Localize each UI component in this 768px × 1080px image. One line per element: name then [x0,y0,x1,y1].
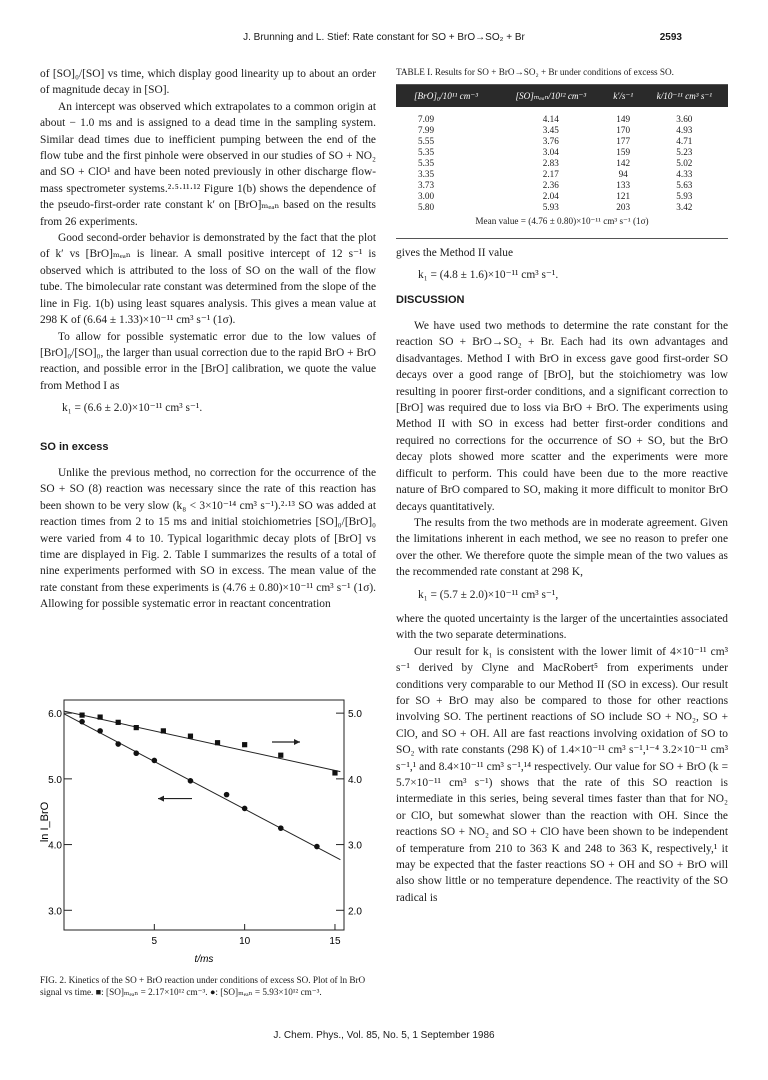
paragraph: where the quoted uncertainty is the larger of the uncertainties associated with the two separate determinations. [396,612,728,642]
table-row [396,158,728,169]
y-left-tick-label: 6.0 [48,709,62,721]
square-data-point [188,734,193,739]
table-cell: 5.80 [418,202,435,213]
table-mean-value: Mean value = (4.76 ± 0.80)×10⁻¹¹ cm³ s⁻¹ (1σ) [475,216,649,227]
table-cell: 2.17 [542,169,559,180]
table-row [396,136,728,147]
y-right-tick-label: 4.0 [348,774,362,786]
section-heading: DISCUSSION [396,293,465,306]
x-tick-label: 15 [329,936,341,947]
table-cell: 4.14 [542,114,559,125]
square-data-point [116,720,121,725]
table-cell: 149 [616,114,631,125]
x-axis-label: t/ms [194,954,214,965]
table-cell: 3.76 [542,136,559,147]
table-cell: 3.60 [676,114,693,125]
table-cell: 159 [616,147,631,158]
table-cell: 7.99 [418,125,435,136]
table-cell: 5.35 [418,147,435,158]
table-cell: 3.73 [418,180,435,191]
y-right-tick-label: 2.0 [348,906,362,918]
equation: k₁ = (5.7 ± 2.0)×10⁻¹¹ cm³ s⁻¹, [418,588,559,601]
equation: k₁ = (6.6 ± 2.0)×10⁻¹¹ cm³ s⁻¹. [62,402,203,415]
table-cell: 142 [616,158,631,169]
circle-data-point [97,728,103,734]
running-title: J. Brunning and L. Stief: Rate constant for SO + BrO→SO₂ + Br [243,32,525,43]
table-cell: 5.93 [676,191,693,202]
table-cell: 3.00 [418,191,435,202]
column-header: k′/s⁻¹ [606,85,641,107]
table-cell: 94 [618,169,628,180]
equation: k₁ = (4.8 ± 1.6)×10⁻¹¹ cm³ s⁻¹. [418,269,559,282]
table-cell: 121 [616,191,631,202]
column-header: [BrO]₀/10¹¹ cm⁻³ [396,85,496,107]
circle-data-point [242,806,248,812]
y-right-tick-label: 3.0 [348,840,362,852]
table-row [396,125,728,136]
table-cell: 5.23 [676,147,693,158]
circle-data-point [278,825,284,831]
left-column [40,66,376,613]
circle-data-point [115,741,121,747]
table-header-row [396,85,728,107]
paragraph: We have used two methods to determine the rate constant for the reaction SO + BrO→SO₂ + Br. Each had its own advantages and disadvantages. Method I with BrO in excess gave good first-order SO decays over a good range of [BrO], but the stoichiometry was low resulting in poorer first-order conditions, and a significant correction to [BrO] was required due to loss via BrO + BrO. The experiments using Method II with SO in excess had better first-order conditions and required no corrections for the occurrence of SO + SO, but the BrO decay plots showed more scatter and the experiments were more difficult to perform. This could have been due to the more reactive nature of BrO compared to SO, making it more difficult to monitor BrO decays quantitatively. [396,320,728,513]
right-column [396,66,728,906]
square-data-point [242,742,247,747]
circle-data-point [79,719,85,725]
table-cell: 3.42 [676,202,693,213]
section-heading: SO in excess [40,440,109,453]
paragraph: The results from the two methods are in moderate agreement. Given the limitations inherent in each method, we see no reason to prefer one over the other. We therefore quote the simple mean of the two values as the recommended rate constant at 298 K, [396,516,728,579]
paragraph: Unlike the previous method, no correction for the occurrence of the SO + SO (8) reaction was necessary since the rate of this reaction has been shown to be very slow (k₈ < 3×10⁻¹⁴ cm³ s⁻¹).²·¹³ SO was added at reaction times from 2 to 15 ms and initial stoichiometries [SO]₀/[BrO]₀ were varied from 4 to 10. Typical logarithmic decay plots of [BrO] vs time are displayed in Fig. 2. Table I summarizes the results of a total of nine experiments performed with SO in excess. The mean value of the rate constant from these experiments is (4.76 ± 0.80)×10⁻¹¹ cm³ s⁻¹ (1σ). Allowing for possible systematic error in reactant concentration [40,466,376,611]
square-data-point [161,728,166,733]
table-cell: 2.04 [542,191,559,202]
left-axis-arrow-head [158,796,164,802]
right-axis-arrow-head [294,739,300,745]
square-data-point [332,770,337,775]
square-data-point [79,713,84,718]
table-cell: 2.36 [542,180,559,191]
table-cell: 4.33 [676,169,693,180]
table-row [396,191,728,202]
y-left-tick-label: 4.0 [48,840,62,852]
page-number: 2593 [659,32,682,43]
y-right-tick-label: 5.0 [348,709,362,721]
table-cell: 3.45 [542,125,559,136]
table-row [396,107,728,125]
square-data-point [98,714,103,719]
table-row [396,180,728,191]
paragraph: An intercept was observed which extrapolates to a common origin at about − 1.0 ms and is assigned to a dead time in the sampling system. Similar dead times due to inefficient pumping between the end of the flow tube and the first pinhole were observed in our studies of SO + NO₂ and SO + ClO¹ and have been noted previously in other discharge flow-mass spectrometer systems.²·⁵·¹¹·¹² Figure 1(b) shows the dependence of the pseudo-first-order rate constant k′ on [BrO]ₘₑₐₙ based on the results from 26 experiments. [40,100,376,228]
paragraph: Good second-order behavior is demonstrated by the fact that the plot of k′ vs [BrO]ₘₑₐₙ is linear. A small positive intercept of 12 s⁻¹ is observed which is attributed to the loss of SO on the wall of the flow tube. The bimolecular rate constant was determined from the slope of the line in Fig. 1(b) using least squares analysis. This gives a mean value at 298 K of (6.64 ± 1.33)×10⁻¹¹ cm³ s⁻¹ (1σ). [40,232,376,327]
table-cell: 170 [616,125,631,136]
table-cell: 4.93 [676,125,693,136]
circle-data-point [152,758,158,764]
table-cell: 3.04 [542,147,559,158]
table-cell: 5.02 [676,158,693,169]
circle-data-point [314,844,320,850]
plot-frame [64,700,344,930]
paragraph: of [SO]₀/[SO] vs time, which display good linearity up to about an order of magnitude decay in [SO]. [40,68,376,97]
table-cell: 7.09 [418,114,435,125]
square-data-point [215,740,220,745]
table-cell: 133 [616,180,631,191]
journal-footer: J. Chem. Phys., Vol. 85, No. 5, 1 September 1986 [273,1030,495,1041]
square-data-point [278,753,283,758]
circle-fit-line [64,714,340,860]
table-cell: 3.35 [418,169,435,180]
table-row [396,169,728,180]
table-cell: 5.93 [542,202,559,213]
table-cell: 5.55 [418,136,435,147]
table-cell: 5.63 [676,180,693,191]
table-cell: 4.71 [676,136,693,147]
results-table [396,84,728,239]
column-header: k/10⁻¹¹ cm³ s⁻¹ [641,85,728,107]
kinetics-chart [40,690,376,972]
table-cell: 5.35 [418,158,435,169]
figure-2 [40,690,376,972]
figure-caption: FIG. 2. Kinetics of the SO + BrO reaction under conditions of excess SO. Plot of ln BrO signal vs time. ■: [SO]ₘₑₐₙ = 2.17×10¹² cm⁻³. ●: [SO]ₘₑₐₙ = 5.93×10¹² cm⁻³. [40,975,366,997]
circle-data-point [224,792,230,798]
paragraph: Our result for k₁ is consistent with the lower limit of 4×10⁻¹¹ cm³ s⁻¹ derived by Clyne and MacRobert⁵ from experiments under conditions very comparable to our Method II (SO in excess). Our result for SO + BrO may also be compared to those for other reactions involving SO. The pertinent reactions of SO include SO + NO₂, SO + ClO, and SO + OH. All are fast reactions involving oxidation of SO to SO₂ with rate constants (298 K) of 1.4×10⁻¹¹ cm³ s⁻¹,¹⁻⁴ 3.2×10⁻¹¹ cm³ s⁻¹,¹ and 8.4×10⁻¹¹ cm³ s⁻¹,¹⁴ respectively. Our value for SO + BrO (k = 5.7×10⁻¹¹ cm³ s⁻¹) shows that the rate of this SO reaction is intermediate in this series, being several times faster than that for NO₂ or ClO, but somewhat slower than the reaction with OH. Since the reactions SO + NO₂ and SO + ClO have been shown to be independent of temperature from 210 to 363 K and 248 to 363 K, respectively,¹ it may be expected that the faster reactions SO + OH and SO + BrO will also show little or no temperature dependence. The reactivity of the SO radical is [396,645,728,904]
table-row [396,147,728,158]
y-left-tick-label: 3.0 [48,906,62,918]
paragraph: gives the Method II value [396,246,514,259]
square-data-point [134,725,139,730]
circle-data-point [133,750,139,756]
x-tick-label: 10 [239,936,251,947]
y-axis-label: ln I_BrO [40,801,51,843]
y-left-tick-label: 5.0 [48,774,62,786]
x-tick-label: 5 [151,936,158,947]
column-header: [SO]ₘₑₐₙ/10¹² cm⁻³ [496,85,606,107]
table-cell: 2.83 [542,158,559,169]
table-cell: 177 [616,136,631,147]
table-caption: TABLE I. Results for SO + BrO→SO₂ + Br under conditions of excess SO. [396,67,674,77]
circle-data-point [188,778,194,784]
paragraph: To allow for possible systematic error due to the low values of [BrO]₀/[SO]₀, the larger than usual correction due to the rapid BrO + BrO reaction, and possible error in the [BrO] calibration, we quote the value from Method I as [40,330,376,392]
table-cell: 203 [616,202,631,213]
table-row [396,202,728,213]
